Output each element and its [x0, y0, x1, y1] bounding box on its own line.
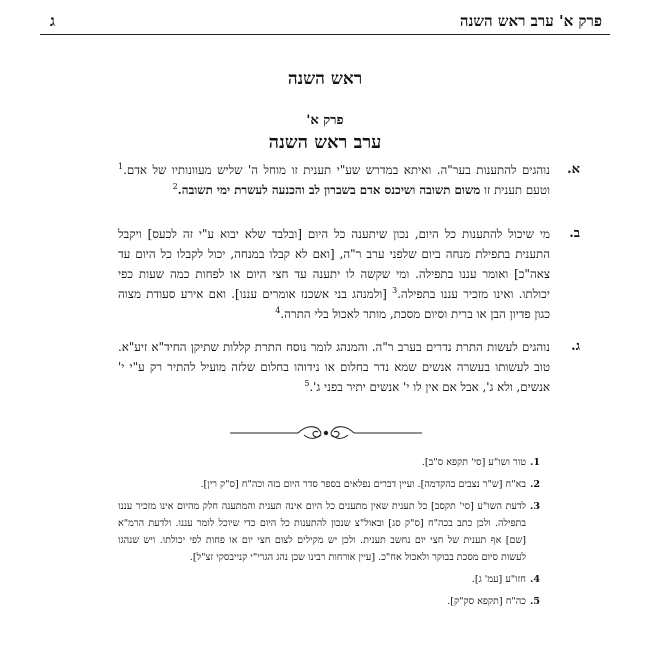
ornamental-divider-icon	[228, 424, 424, 442]
paragraph-text: נוהגים לעשות התרת נדרים בערב ר"ה. והמנהג לומר נוסח התרת קללות שתיקן החיד"א זיע"א. טוב לעשותו בעשרה אנשים שמא נדר בחלום או נידוהו בחלום שלזה מועיל להתיר רק ע"י י' אנשים, ולא ג', אבל אם אין לו י' אנשים יתיר בפני ג'.	[118, 340, 550, 394]
footnote-number: 5.	[529, 596, 540, 607]
paragraph-text: מי שיכול להתענות כל היום, נכון שיתענה כל היום [ובלבד שלא יבוא ע"י זה לכעס] ויקבל התענית בתפילת מנחה ביום שלפני ערב ר"ה, [ואם לא קבלו במנחה, יכול לקבלו כל היום עד צאה"כ] ואומר עננו בתפילה. ומי שקשה לו יתענה עד חצי היום או לפחות כמה שעות כפי יכולתו. ואינו מזכיר עננו בתפילה.	[118, 227, 551, 301]
footnote-ref[interactable]: 5	[304, 379, 310, 389]
paragraph-text: וטעם תענית זו	[480, 183, 550, 197]
footnote-text: חזו"ע [עמ' ג].	[471, 574, 526, 585]
footnote-text: טור ושו"ע [סי' תקפא ס"ב].	[421, 457, 526, 468]
footnote-text: כה"ח [תקפא סק"ק].	[447, 596, 526, 607]
section-heading: ערב ראש השנה	[268, 132, 382, 153]
footnote-number: 2.	[529, 479, 540, 490]
paragraph-text: [ולמנהג בני אשכנז אומרים עננו]. ואם אירע סעודת מצוה כגון פדיון הבן או ברית וסיום מסכת, מותר לאכול בלי התרה.	[118, 287, 550, 321]
footnote	[118, 593, 540, 610]
footnote	[118, 476, 540, 493]
footnote	[118, 498, 540, 566]
footnote-text: בא"ח [ש"ר נצבים בהקדמה]. ועיין דברים נפלאים בספר סדר היום בזה וכה"ח [ס"ק רין].	[200, 479, 526, 490]
footnote-number: 4.	[529, 574, 540, 585]
footnote-number: 1.	[529, 457, 540, 468]
paragraph-number: א.	[567, 162, 580, 177]
running-head	[40, 8, 610, 34]
main-heading: ראש השנה	[287, 69, 363, 89]
footnote	[118, 454, 540, 471]
footnotes	[118, 454, 540, 615]
footnote	[118, 571, 540, 588]
paragraph-1	[118, 160, 580, 200]
footnote-text: לדעת השו"ע [סי' תקסב] כל תענית שאין מתענים כל היום אינה תענית והמתענה חלק מהיום אינו מזכיר עננו בתפילה. ולכן כתב בכה"ח [ס"ק סג] ובאול"צ שנכון להתענות כל היום כדי שיוכל לומר עננו. ולדעת הרמ"א [שם] אף תענית של חצי יום נחשב תענית. ולכן יש מקילים לצום חצי יום או פחות לפי יכולתו. ויש שנהגו לעשות סיום מסכת בבוקר ולאכול אח"כ. [עיין אורחות רבינו שכן נהג הגרי"י קנייבסקי זצ"ל].	[118, 501, 526, 563]
paragraph-text: נוהגים להתענות בער"ה. ואיתא במדרש שע"י תענית זו מוחל ה' שליש מעוונותיו של אדם.	[123, 163, 550, 177]
page-number: ג	[50, 12, 55, 30]
paragraph-number: ג.	[571, 339, 580, 354]
paragraph-number: ב.	[569, 226, 580, 241]
footnote-number: 3.	[529, 501, 540, 512]
paragraph-3	[118, 337, 580, 397]
paragraph-2	[118, 224, 580, 324]
footnote-ref[interactable]: 3	[392, 286, 398, 296]
header-rule	[40, 34, 610, 35]
footnote-ref[interactable]: 2	[172, 182, 178, 192]
chapter-heading: פרק א'	[306, 113, 344, 128]
running-head-title: פרק א' ערב ראש השנה	[459, 12, 602, 30]
footnote-ref[interactable]: 4	[275, 306, 281, 316]
footnote-ref[interactable]: 1	[118, 162, 124, 172]
paragraph-bold-text: משום תשובה ושיכנס אדם בשברון לב והכנעה לעשרת ימי תשובה.	[177, 183, 481, 197]
